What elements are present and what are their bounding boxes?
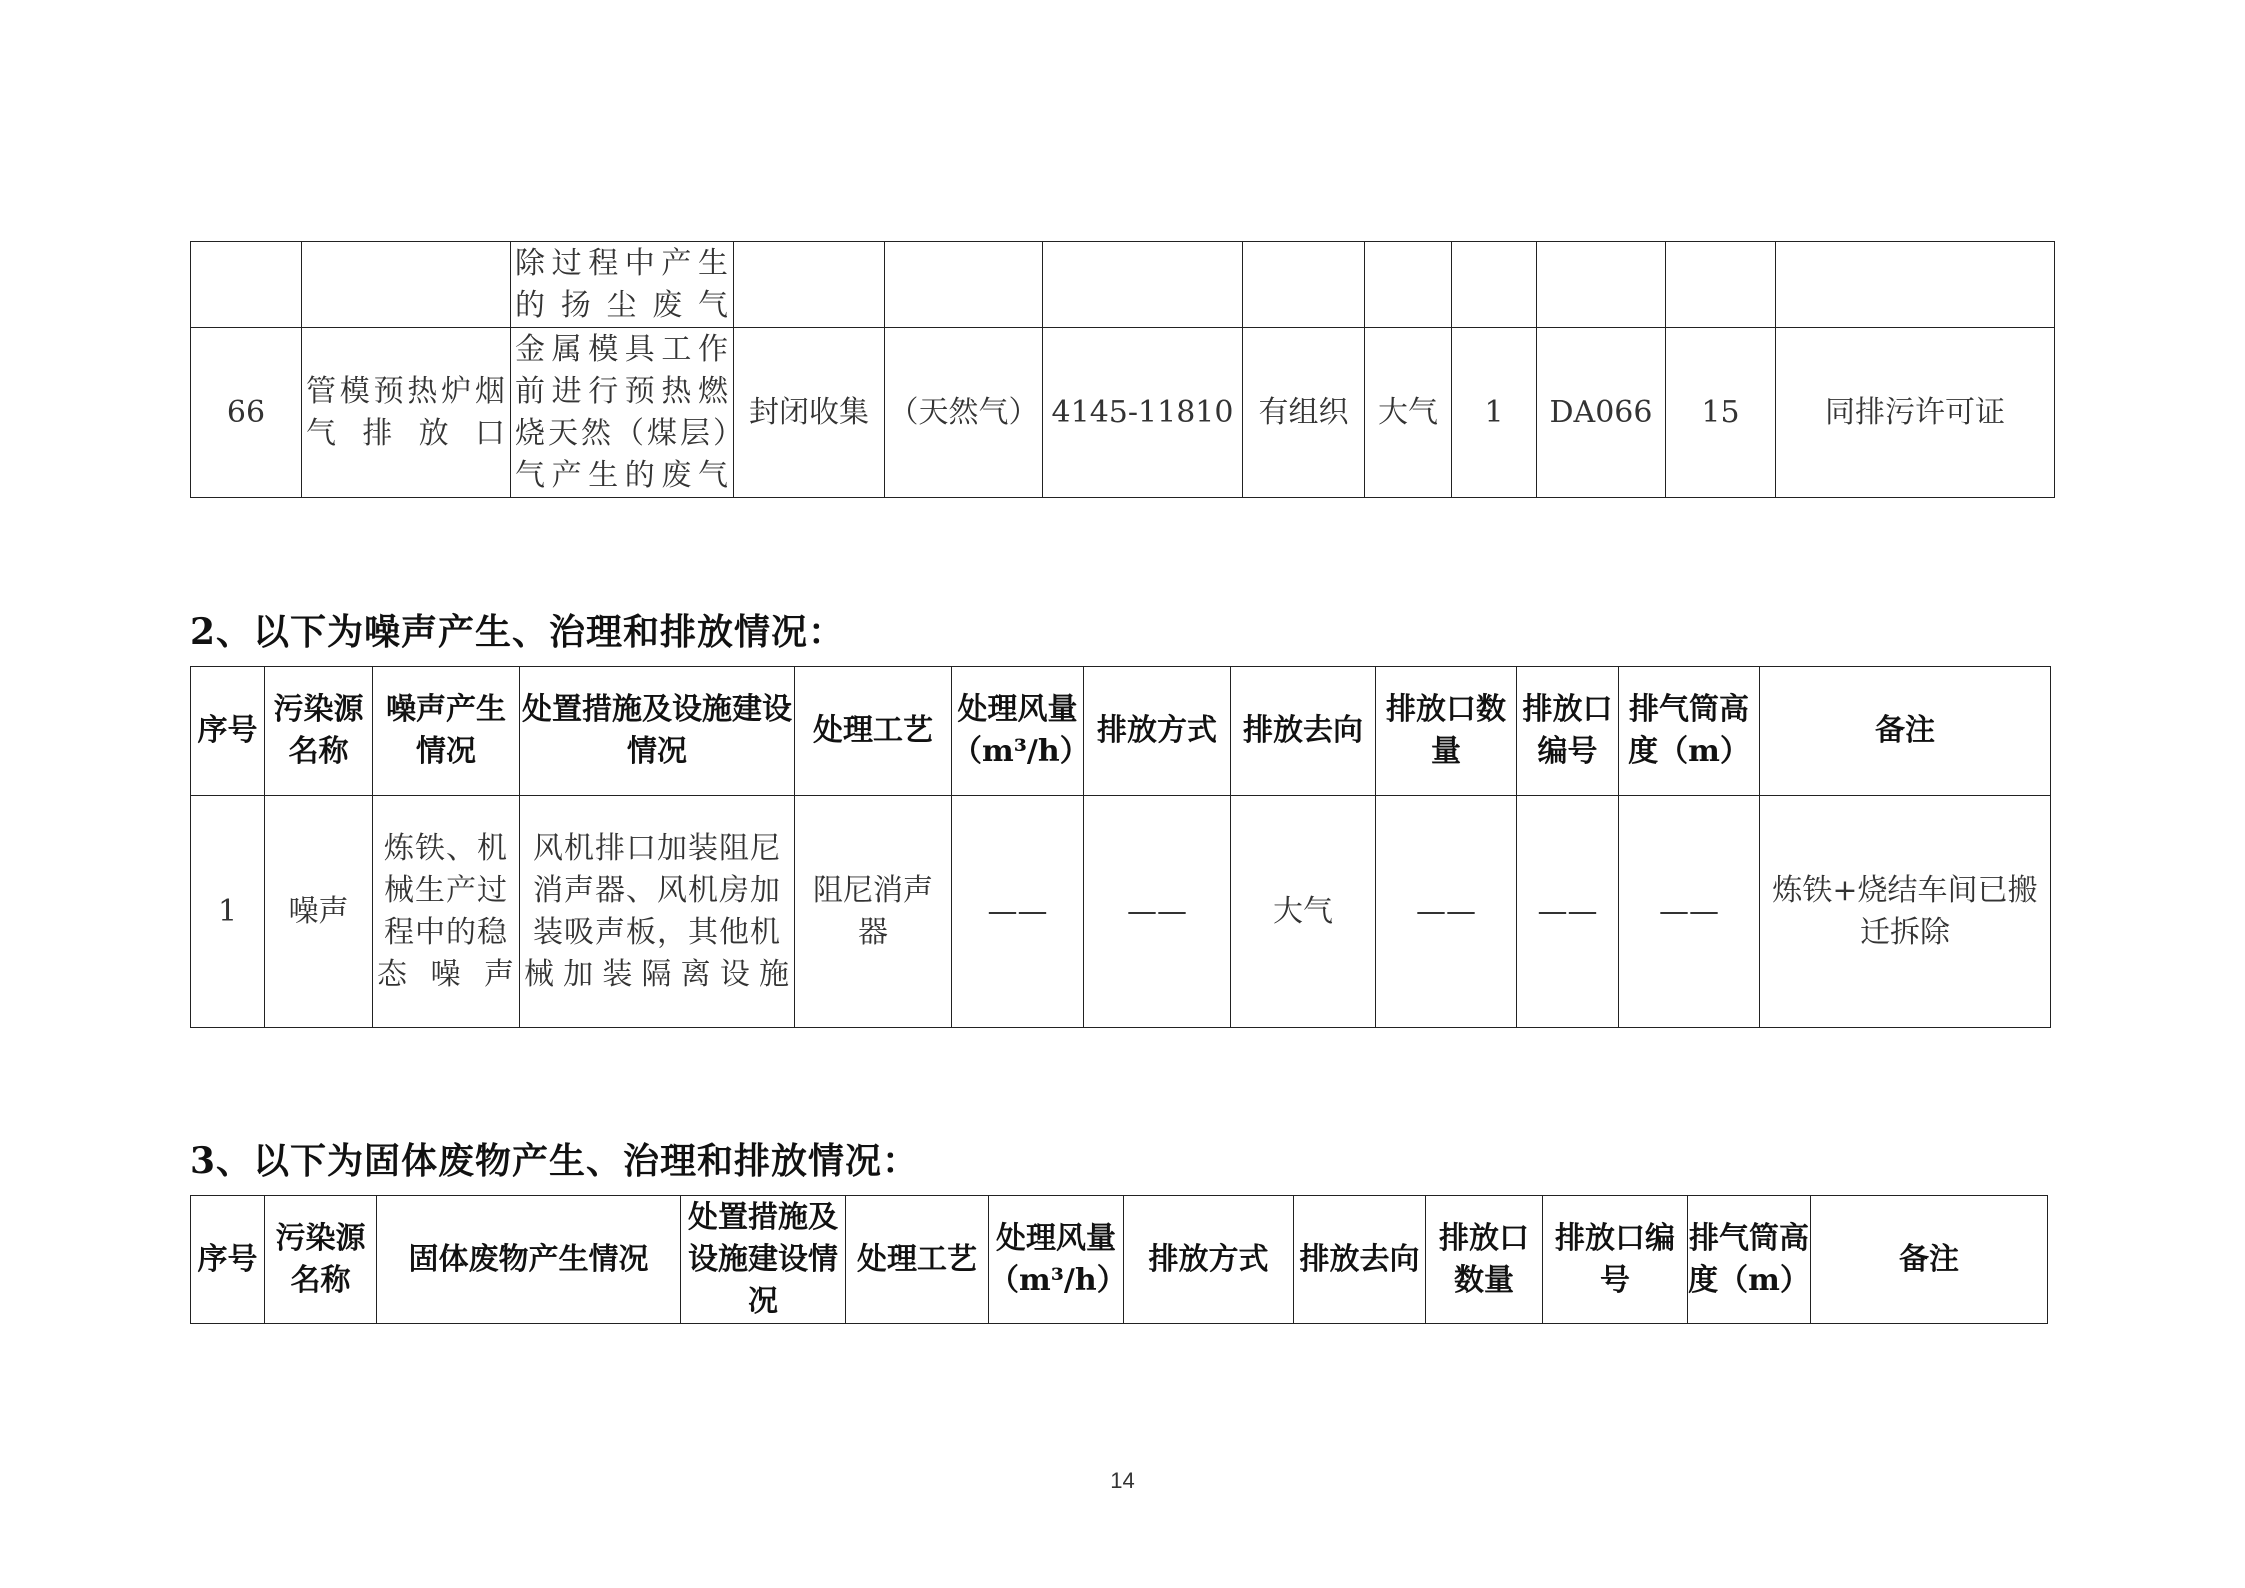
table-header-row: [191, 1196, 2048, 1324]
table-row: [191, 242, 2055, 328]
header-method: 排放方式: [1124, 1196, 1294, 1324]
outlet-code-cell: ——: [1517, 796, 1619, 1028]
header-source-name: 污染源名称: [265, 1196, 377, 1324]
method-cell: ——: [1084, 796, 1231, 1028]
header-measure: 处置措施及设施建设情况: [520, 667, 795, 796]
header-process: 处理工艺: [846, 1196, 989, 1324]
header-measure: 处置措施及设施建设情况: [681, 1196, 846, 1324]
seq-cell: 1: [191, 796, 265, 1028]
header-source-name: 污染源名称: [265, 667, 373, 796]
noise-generation-cell: 炼铁、机械生产过程中的稳态噪声: [373, 796, 520, 1028]
header-process: 处理工艺: [795, 667, 952, 796]
method-cell: 有组织: [1243, 328, 1365, 498]
outlet-code-cell: DA066: [1537, 328, 1666, 498]
page-number: 14: [1110, 1468, 1135, 1493]
header-destination: 排放去向: [1294, 1196, 1426, 1324]
destination-cell: 大气: [1231, 796, 1376, 1028]
outlet-count-cell: ——: [1376, 796, 1517, 1028]
header-destination: 排放去向: [1231, 667, 1376, 796]
header-noise-generation: 噪声产生情况: [373, 667, 520, 796]
pollution-desc-cell: 除过程中产生的扬尘废气: [511, 242, 734, 328]
destination-cell: 大气: [1365, 328, 1452, 498]
note-cell: 炼铁+烧结车间已搬迁拆除: [1760, 796, 2051, 1028]
measure-cell: 风机排口加装阻尼消声器、风机房加装吸声板，其他机械加装隔离设施: [520, 796, 795, 1028]
header-outlet-code: 排放口编号: [1517, 667, 1619, 796]
header-outlet-code: 排放口编号: [1543, 1196, 1688, 1324]
header-seq: 序号: [191, 1196, 265, 1324]
header-flow: 处理风量（m³/h）: [989, 1196, 1124, 1324]
seq-cell: 66: [191, 328, 302, 498]
source-name-cell: 管模预热炉烟气排放口: [302, 328, 511, 498]
solid-waste-table: [190, 1195, 2048, 1324]
header-stack-height: 排气筒高度（m）: [1619, 667, 1760, 796]
header-method: 排放方式: [1084, 667, 1231, 796]
noise-table: [190, 666, 2051, 1028]
process-cell: （天然气）: [885, 328, 1043, 498]
emission-table-continued: [190, 241, 2055, 498]
pollution-desc-cell: 金属模具工作前进行预热燃烧天然（煤层）气产生的废气: [511, 328, 734, 498]
table-header-row: [191, 667, 2051, 796]
header-waste-generation: 固体废物产生情况: [377, 1196, 681, 1324]
header-note: 备注: [1811, 1196, 2048, 1324]
table-row: [191, 796, 2051, 1028]
header-flow: 处理风量（m³/h）: [952, 667, 1084, 796]
section-heading-noise: 2、以下为噪声产生、治理和排放情况：: [190, 611, 846, 653]
flow-cell: ——: [952, 796, 1084, 1028]
header-note: 备注: [1760, 667, 2051, 796]
stack-height-cell: ——: [1619, 796, 1760, 1028]
source-name-cell: 噪声: [265, 796, 373, 1028]
header-seq: 序号: [191, 667, 265, 796]
header-outlet-count: 排放口数量: [1376, 667, 1517, 796]
outlet-count-cell: 1: [1452, 328, 1537, 498]
header-stack-height: 排气筒高度（m）: [1688, 1196, 1811, 1324]
table-row: [191, 328, 2055, 498]
flow-cell: 4145-11810: [1043, 328, 1243, 498]
section-heading-solid-waste: 3、以下为固体废物产生、治理和排放情况：: [190, 1140, 920, 1182]
header-outlet-count: 排放口数量: [1426, 1196, 1543, 1324]
process-cell: 阻尼消声器: [795, 796, 952, 1028]
note-cell: 同排污许可证: [1776, 328, 2055, 498]
measure-cell: 封闭收集: [734, 328, 885, 498]
stack-height-cell: 15: [1666, 328, 1776, 498]
